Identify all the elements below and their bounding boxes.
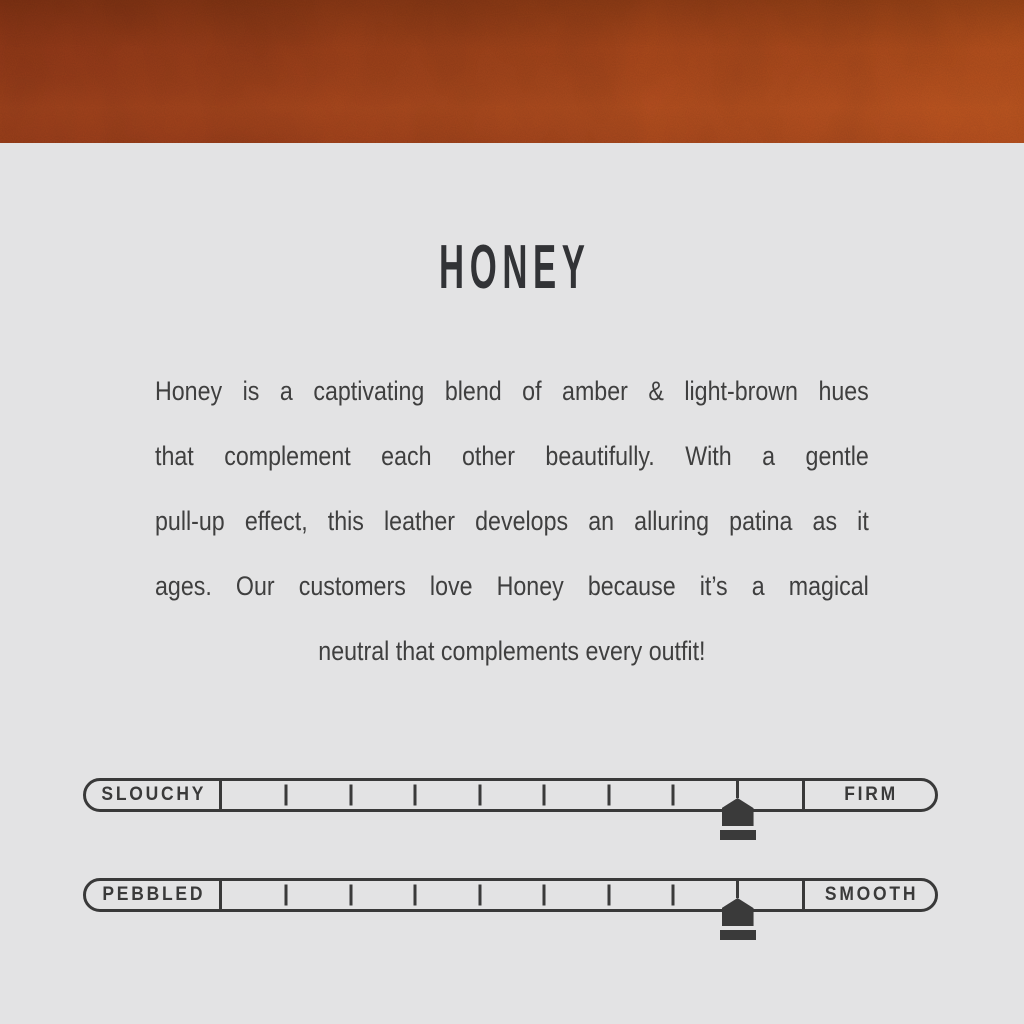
scale-tick	[543, 885, 546, 906]
scale-drape-left-label: SLOUCHY	[101, 784, 207, 805]
description-line-3: pull-up effect, this leather develops an alluring patina as it	[155, 506, 869, 536]
scale-tick	[414, 885, 417, 906]
scale-tick	[349, 785, 352, 806]
marker-base	[720, 830, 756, 840]
scale-tick	[414, 785, 417, 806]
description-line-1: Honey is a captivating blend of amber & light-brown hues	[155, 376, 869, 406]
scale-tick	[285, 785, 288, 806]
description-paragraph	[155, 359, 869, 684]
scale-texture	[83, 878, 938, 912]
page-title: HONEY	[439, 233, 591, 302]
description-line-4: ages. Our customers love Honey because it’s a magical	[155, 571, 869, 601]
marker-stem	[736, 781, 739, 798]
description-line-5: neutral that complements every outfit!	[318, 636, 706, 666]
description-line-2: that complement each other beautifully. With a gentle	[155, 441, 869, 471]
scale-texture-left-label: PEBBLED	[102, 884, 206, 905]
scale-tick	[478, 885, 481, 906]
marker-pin-icon	[722, 798, 754, 826]
scale-texture-right-cap	[802, 881, 935, 909]
scale-texture-right-label: SMOOTH	[824, 884, 919, 905]
scale-texture-left-cap	[86, 881, 222, 909]
scale-tick	[672, 785, 675, 806]
leather-swatch-photo	[0, 0, 1024, 143]
scale-tick	[349, 885, 352, 906]
marker-base	[720, 930, 756, 940]
scale-tick	[478, 785, 481, 806]
scale-drape	[83, 778, 938, 812]
scale-tick	[543, 785, 546, 806]
marker-stem	[736, 881, 739, 898]
scale-drape-left-cap	[86, 781, 222, 809]
scale-drape-right-label: FIRM	[844, 784, 899, 805]
scale-texture-track	[222, 881, 802, 909]
scale-tick	[607, 785, 610, 806]
scale-tick	[285, 885, 288, 906]
marker-pin-icon	[722, 898, 754, 926]
scale-tick	[607, 885, 610, 906]
scale-marker-drape	[720, 781, 756, 840]
scale-drape-track	[222, 781, 802, 809]
leather-texture-image	[0, 0, 1024, 143]
scale-drape-right-cap	[802, 781, 935, 809]
scale-marker-texture	[720, 881, 756, 940]
scale-tick	[672, 885, 675, 906]
